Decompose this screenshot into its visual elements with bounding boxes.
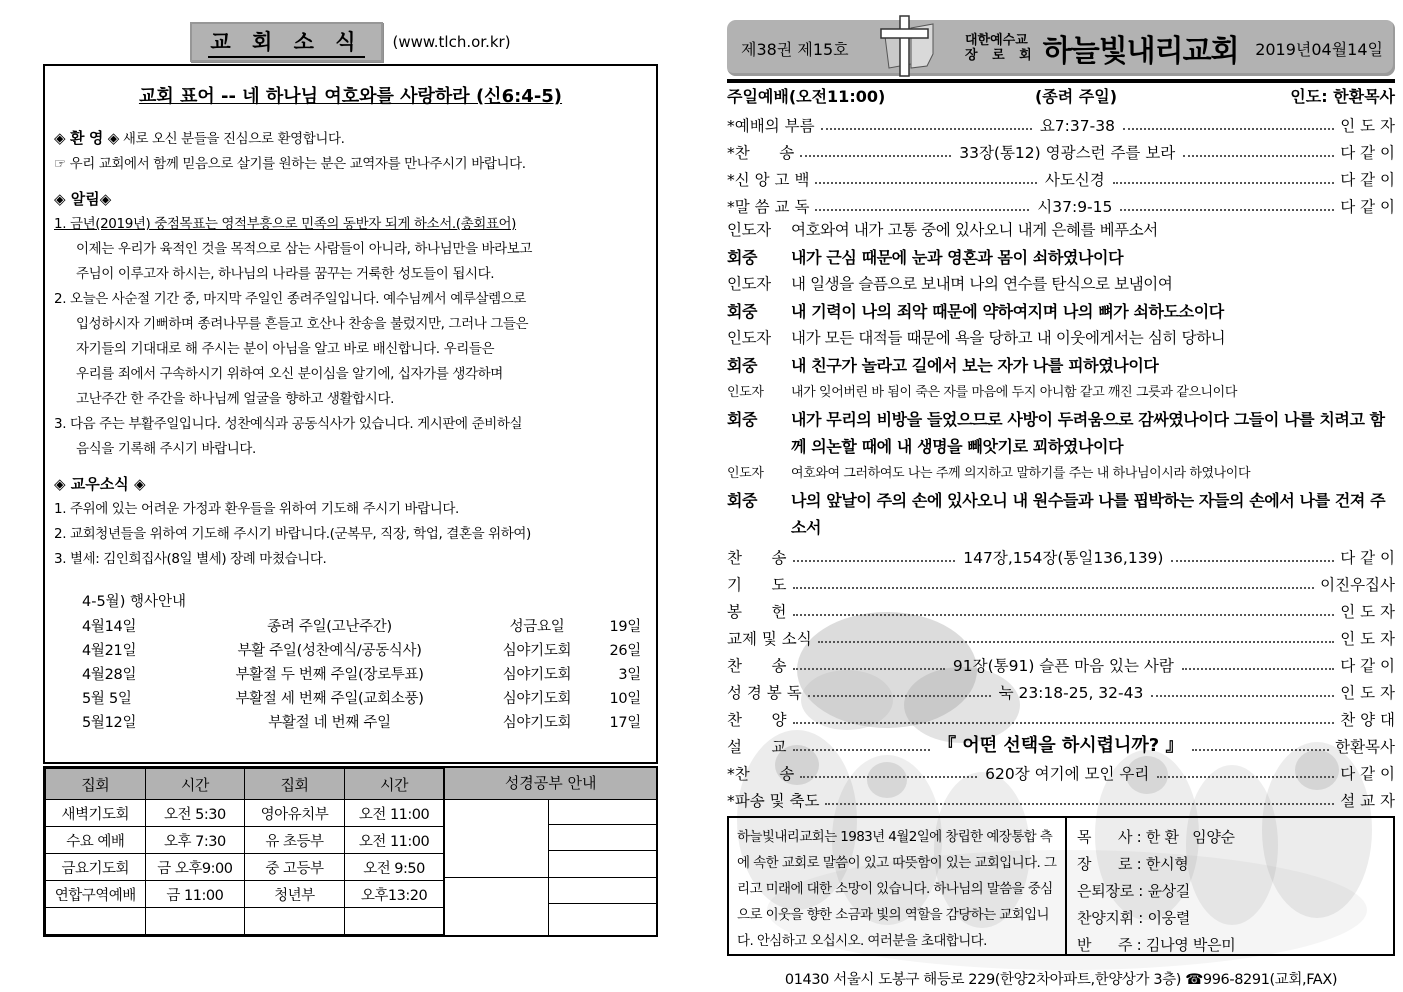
order-content: 눅 23:18-25, 32-43 [998, 684, 1144, 702]
reading-line-leader [727, 460, 1395, 487]
event-day: 26일 [609, 643, 641, 659]
order-label: *파송 및 축도 [727, 792, 820, 810]
reading-text: 여호와여 그러하여도 나는 주께 의지하고 말하기를 주는 내 하나님이시라 하였나이다 [791, 466, 1251, 481]
dotted-leader [821, 128, 1032, 130]
order-person: 이진우집사 [1320, 576, 1395, 594]
event-row [54, 711, 647, 735]
fellowship-line: 1. 주위에 있는 어려운 가정과 환우들을 위하여 기도해 주시기 바랍니다. [54, 501, 459, 517]
table-row [46, 908, 444, 935]
order-label: 설 교 [727, 738, 787, 756]
order-content: 620장 여기에 모인 우리 [985, 765, 1150, 783]
order-label: *신 앙 고 백 [727, 171, 810, 189]
event-label: 심야기도회 [502, 691, 572, 707]
service-leader: 인도: 한환목사 [1290, 87, 1395, 106]
church-slogan: 교회 표어 -- 네 하나님 여호와를 사랑하라 (신6:4-5) [138, 86, 563, 107]
left-masthead [43, 20, 658, 64]
fellowship-heading: ◈ 교우소식 ◈ [54, 475, 146, 493]
order-person: 한환목사 [1335, 738, 1395, 756]
church-news-title-box [190, 22, 382, 62]
bible-study-cells [445, 800, 656, 935]
reading-line-leader [727, 271, 1395, 298]
notice-heading: ◈ 알림◈ [54, 190, 112, 208]
event-label: 심야기도회 [502, 643, 572, 659]
order-item [727, 595, 1395, 622]
divider [549, 850, 656, 851]
dotted-leader [800, 155, 951, 157]
table-row [46, 800, 444, 827]
denomination-label [965, 33, 1037, 63]
order-person: 다 같 이 [1340, 144, 1396, 162]
church-news-title: 교 회 소 식 [208, 30, 364, 58]
event-day: 10일 [609, 691, 641, 707]
reading-speaker: 회중 [727, 356, 758, 375]
notice-line: 자기들의 기대대로 해 주시는 분이 아님을 알고 바로 배신합니다. 우리들은 [76, 341, 495, 357]
dotted-leader [815, 209, 1029, 211]
order-item [727, 163, 1395, 190]
event-day: 3일 [618, 667, 641, 683]
welcome-line [54, 126, 647, 152]
cell [344, 908, 444, 935]
right-masthead [727, 20, 1395, 76]
order-label: 찬 양 [727, 711, 787, 729]
table-row [46, 854, 444, 881]
cell: 유 초등부 [245, 827, 345, 854]
dotted-leader [793, 614, 1335, 616]
reading-text: 나의 앞날이 주의 손에 있사오니 내 원수들과 나를 핍박하는 자들의 손에서 나를 건져 주소서 [791, 491, 1386, 537]
sunday-type: (종려 주일) [1034, 87, 1118, 106]
header-cell: 집회 [245, 769, 345, 800]
staff-entry: 목 사 : 한 환 임양순 [1077, 828, 1235, 846]
order-person: 다 같 이 [1340, 657, 1395, 675]
reading-speaker: 회중 [727, 491, 758, 510]
cell: 연합구역예배 [46, 881, 146, 908]
cell: 오전 5:30 [145, 800, 245, 827]
order-content: 147장,154장(통일136,139) [963, 549, 1164, 567]
header-cell: 시간 [344, 769, 444, 800]
reading-speaker: 인도자 [727, 329, 771, 347]
church-name: 하늘빛내리교회 [1042, 34, 1239, 69]
divider [549, 824, 656, 825]
dotted-leader [793, 722, 1335, 724]
order-label: *말 씀 교 독 [727, 198, 810, 216]
announcements-box [43, 64, 658, 764]
dotted-leader [1113, 182, 1334, 184]
cell: 금 오후9:00 [145, 854, 245, 881]
dotted-leader [793, 749, 931, 751]
meeting-times-table [43, 766, 658, 937]
dotted-leader [1157, 776, 1334, 778]
event-date: 5월 5일 [82, 691, 132, 707]
reading-speaker: 회중 [727, 410, 758, 429]
dotted-leader [793, 587, 1315, 589]
left-page [43, 20, 658, 937]
reading-text: 내가 잊어버린 바 됨이 죽은 자를 마음에 두지 아니함 같고 깨진 그릇과 같으니이다 [791, 385, 1238, 400]
cross-logo-icon [875, 14, 937, 80]
cell: 오후 7:30 [145, 827, 245, 854]
order-item [727, 649, 1395, 676]
notice-line: 음식을 기록해 주시기 바랍니다. [76, 441, 256, 457]
sermon-item [727, 730, 1395, 757]
order-label: *찬 송 [727, 765, 795, 783]
order-item [727, 568, 1395, 595]
notice-line: 입성하시자 기뻐하며 종려나무를 흔들고 호산나 찬송을 불렀지만, 그러나 그들은 [76, 316, 529, 332]
event-date: 4월14일 [82, 619, 137, 635]
bible-study-column [444, 768, 656, 935]
church-info-box [727, 816, 1395, 956]
cell: 중 고등부 [245, 854, 345, 881]
header-cell: 시간 [145, 769, 245, 800]
divider [548, 800, 549, 935]
event-row [54, 663, 647, 687]
order-content: 요7:37-38 [1039, 117, 1115, 135]
staff-list [1065, 818, 1393, 954]
table-row [46, 881, 444, 908]
event-label: 성금요일 [509, 619, 565, 635]
welcome-note: ☞ 우리 교회에서 함께 믿음으로 살기를 원하는 분은 교역자를 만나주시기 바랍니다. [54, 156, 526, 172]
cell: 새벽기도회 [46, 800, 146, 827]
cell: 청년부 [245, 881, 345, 908]
welcome-text: 새로 오신 분들을 진심으로 환영합니다. [122, 131, 345, 147]
reading-speaker: 회중 [727, 302, 758, 321]
church-website-url: (www.tlch.or.kr) [392, 33, 511, 51]
dotted-leader [1123, 128, 1334, 130]
event-name: 부활 주일(성찬예식/공동식사) [237, 643, 422, 659]
divider [549, 877, 656, 878]
dotted-leader [825, 803, 1334, 805]
reading-speaker: 인도자 [727, 221, 771, 239]
order-person: 인 도 자 [1340, 117, 1395, 135]
order-label: 찬 송 [727, 657, 787, 675]
notice-line: 우리를 죄에서 구속하시기 위하여 오신 분이심을 알기에, 십자가를 생각하며 [76, 366, 503, 382]
order-content: 사도신경 [1044, 171, 1105, 189]
denomination-line1: 대한예수교 [965, 33, 1028, 48]
service-title-row [727, 84, 1395, 109]
order-item [727, 784, 1395, 811]
cell: 오전 11:00 [344, 827, 444, 854]
notice-line: 2. 오늘은 사순절 기간 중, 마지막 주일인 종려주일입니다. 예수님께서 예루살렘으로 [54, 291, 527, 307]
cell [46, 908, 146, 935]
event-label: 심야기도회 [502, 667, 572, 683]
order-label: *예배의 부름 [727, 117, 815, 135]
table-header-row [46, 769, 444, 800]
order-label: 성 경 봉 독 [727, 684, 802, 702]
reading-text: 내가 무리의 비방을 들었으므로 사방이 두려움으로 감싸였나이다 그들이 나를 치려고 함께 의논할 때에 내 생명을 빼앗기로 꾀하였나이다 [791, 410, 1385, 456]
table-row [46, 827, 444, 854]
reading-text: 내 일생을 슬픔으로 보내며 나의 연수를 탄식으로 보냄이여 [791, 275, 1173, 293]
bulletin-date: 2019년04월14일 [1255, 39, 1383, 59]
reading-line-congregation [727, 406, 1395, 460]
right-page [727, 20, 1395, 989]
dotted-leader [815, 182, 1036, 184]
events-heading: 4-5월) 행사안내 [82, 594, 186, 610]
cell: 금 11:00 [145, 881, 245, 908]
event-day: 17일 [609, 715, 641, 731]
staff-entry: 은퇴장로 : 윤상길 [1077, 882, 1191, 900]
dotted-leader [1171, 560, 1334, 562]
reading-speaker: 인도자 [727, 466, 764, 481]
order-person: 다 같 이 [1340, 198, 1396, 216]
dotted-leader [1183, 155, 1334, 157]
order-content: 33장(통12) 영광스런 주를 보라 [959, 144, 1176, 162]
fellowship-line: 2. 교회청년들을 위하여 기도해 주시기 바랍니다.(군복무, 직장, 학업, 결혼을 위하여) [54, 526, 531, 542]
dotted-leader [793, 560, 956, 562]
reading-text: 내가 모든 대적들 때문에 욕을 당하고 내 이웃에게서는 심히 당하니 [791, 329, 1226, 347]
event-date: 4월21일 [82, 643, 137, 659]
order-person: 찬 양 대 [1340, 711, 1395, 729]
staff-entry: 찬양지휘 : 이웅렬 [1077, 909, 1191, 927]
church-about-text: 하늘빛내리교회는 1983년 4월2일에 창립한 예장통합 측에 속한 교회로 말씀이 있고 따뜻함이 있는 교회입니다. 그리고 미래에 대한 소망이 있습니다. 하나님의 말씀을 중심으로 이웃을 향한 소금과 빛의 역할을 감당하는 교회입니다. 안심하고 오십시오. 여러분을 초대합니다. [737, 829, 1057, 949]
reading-text: 여호와여 내가 고통 중에 있사오니 내게 은혜를 베푸소서 [791, 221, 1158, 239]
event-label: 심야기도회 [502, 715, 572, 731]
order-item [727, 109, 1395, 136]
dotted-leader [1151, 695, 1334, 697]
order-item [727, 541, 1395, 568]
order-item [727, 703, 1395, 730]
header-rule [727, 79, 1395, 83]
notice-line: 3. 다음 주는 부활주일입니다. 성찬예식과 공동식사가 있습니다. 게시판에 준비하실 [54, 416, 523, 432]
cell [145, 908, 245, 935]
notice-line: 1. 금년(2019년) 중점목표는 영적부흥으로 민족의 동반자 되게 하소서.(총회표어) [54, 216, 517, 232]
order-label: 교제 및 소식 [727, 630, 812, 648]
bible-study-header: 성경공부 안내 [445, 768, 656, 800]
divider [445, 877, 548, 878]
cell: 오전 9:50 [344, 854, 444, 881]
event-date: 5월12일 [82, 715, 137, 731]
order-person: 인 도 자 [1340, 603, 1395, 621]
order-item [727, 190, 1395, 217]
order-person: 인 도 자 [1340, 684, 1395, 702]
reading-line-congregation [727, 244, 1395, 271]
event-row [54, 615, 647, 639]
reading-text: 내 친구가 놀라고 길에서 보는 자가 나를 피하였나이다 [791, 356, 1159, 375]
notice-line: 고난주간 한 주간을 하나님께 얼굴을 향하고 생활합시다. [76, 391, 394, 407]
event-day: 19일 [609, 619, 641, 635]
order-person: 인 도 자 [1340, 630, 1395, 648]
reading-text: 내 기력이 나의 죄악 때문에 약하여지며 나의 뼈가 쇠하도소이다 [791, 302, 1224, 321]
notice-line: 이제는 우리가 육적인 것을 목적으로 삼는 사람들이 아니라, 하나님만을 바라보고 [76, 241, 533, 257]
dotted-leader [800, 776, 977, 778]
order-item [727, 136, 1395, 163]
order-person: 설 교 자 [1340, 792, 1395, 810]
dotted-leader [793, 668, 945, 670]
order-item [727, 757, 1395, 784]
cell: 수요 예배 [46, 827, 146, 854]
event-name: 부활절 네 번째 주일 [268, 715, 391, 731]
order-content: 시37:9-15 [1037, 198, 1113, 216]
order-label: 찬 송 [727, 549, 787, 567]
dotted-leader [1120, 209, 1334, 211]
reading-speaker: 인도자 [727, 385, 764, 400]
staff-entry: 반 주 : 김나영 박은미 [1077, 936, 1236, 954]
cell [245, 908, 345, 935]
welcome-heading: ◈ 환 영 ◈ [54, 129, 119, 147]
order-label: 기 도 [727, 576, 787, 594]
dotted-leader [808, 695, 991, 697]
order-label: *찬 송 [727, 144, 795, 162]
reading-speaker: 인도자 [727, 275, 771, 293]
staff-entry: 장 로 : 한시형 [1077, 855, 1189, 873]
sermon-title: 『 어떤 선택을 하시렵니까? 』 [938, 735, 1184, 756]
meeting-table-grid [45, 768, 444, 935]
volume-issue: 제38권 제15호 [741, 39, 849, 59]
event-row [54, 687, 647, 711]
reading-text: 내가 근심 때문에 눈과 영혼과 몸이 쇠하였나이다 [791, 248, 1124, 267]
divider [549, 903, 656, 904]
order-person: 다 같 이 [1340, 765, 1396, 783]
order-item [727, 676, 1395, 703]
fellowship-line: 3. 별세: 김인희집사(8일 별세) 장례 마쳤습니다. [54, 551, 327, 567]
cell: 오전 11:00 [344, 800, 444, 827]
reading-speaker: 회중 [727, 248, 758, 267]
dotted-leader [1192, 749, 1330, 751]
service-name: 주일예배(오전11:00) [727, 87, 886, 106]
cell: 금요기도회 [46, 854, 146, 881]
church-address-footer: 01430 서울시 도봉구 해등로 229(한양2차아파트,한양상가 3층) ☎996-8291(교회,FAX) [784, 972, 1338, 988]
header-cell: 집회 [46, 769, 146, 800]
notice-line: 주님이 이루고자 하시는, 하나님의 나라를 꿈꾸는 거룩한 성도들이 됩시다. [76, 266, 495, 282]
order-person: 다 같 이 [1340, 171, 1395, 189]
reading-line-leader [727, 217, 1395, 244]
event-name: 부활절 두 번째 주일(장로투표) [235, 667, 424, 683]
order-person: 다 같 이 [1340, 549, 1396, 567]
cell: 영아유치부 [245, 800, 345, 827]
dotted-leader [818, 641, 1334, 643]
event-date: 4월28일 [82, 667, 137, 683]
denomination-line2: 장 로 회 [965, 48, 1037, 63]
cell: 오후13:20 [344, 881, 444, 908]
reading-line-leader [727, 325, 1395, 352]
reading-line-congregation [727, 298, 1395, 325]
reading-line-congregation [727, 352, 1395, 379]
reading-line-congregation [727, 487, 1395, 541]
reading-line-leader [727, 379, 1395, 406]
event-name: 부활절 세 번째 주일(교회소풍) [235, 691, 424, 707]
order-label: 봉 헌 [727, 603, 787, 621]
event-row [54, 639, 647, 663]
order-content: 91장(통91) 슬픈 마음 있는 사람 [952, 657, 1174, 675]
dotted-leader [1182, 668, 1334, 670]
event-name: 종려 주일(고난주간) [267, 619, 392, 635]
order-item [727, 622, 1395, 649]
